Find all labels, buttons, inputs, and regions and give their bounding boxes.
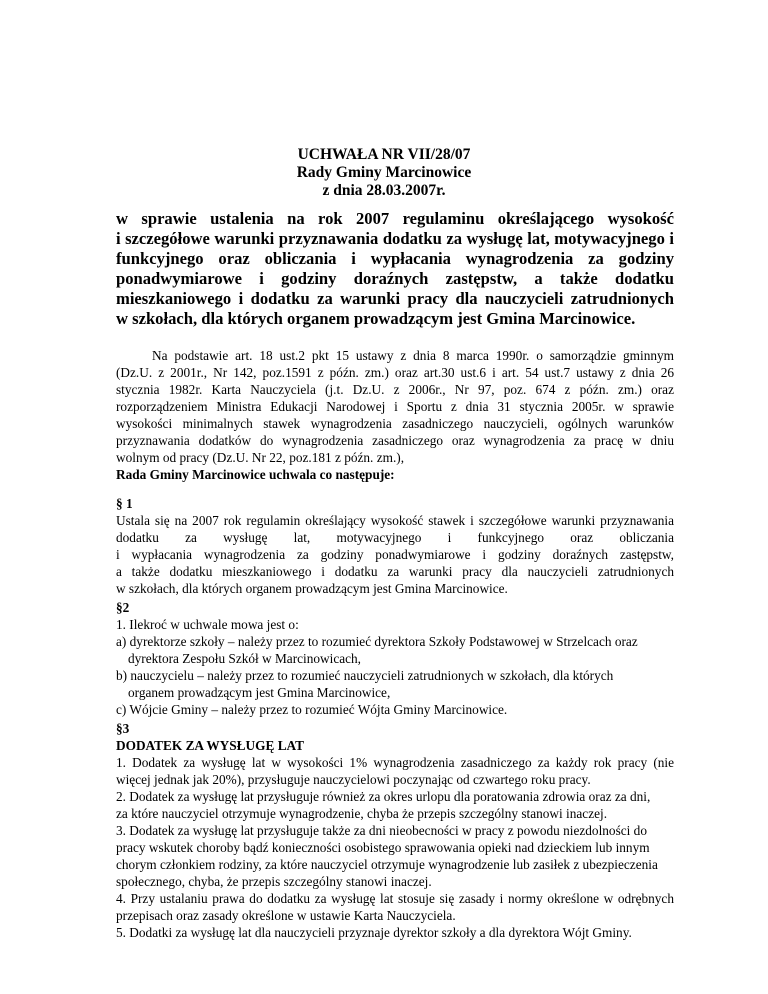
- section-line: b) nauczycielu – należy przez to rozumieć nauczycieli zatrudnionych w szkołach, dla których: [116, 668, 614, 683]
- section-line: 3. Dodatek za wysługę lat przysługuje także za dni nieobecności w pracy z powodu niezdolności do: [116, 823, 647, 838]
- preamble: [116, 347, 674, 483]
- subject-line: i szczegółowe warunki przyznawania dodatku za wysługę lat, motywacyjnego i: [116, 229, 674, 248]
- section-line: 2. Dodatek za wysługę lat przysługuje również za okres urlopu dla poratowania zdrowia oraz za dni,: [116, 789, 651, 804]
- section-mark: §2: [116, 600, 130, 615]
- subject-line: funkcyjnego oraz obliczania i wypłacania wynagrodzenia za godziny: [116, 249, 674, 268]
- section-line: organem prowadzącym jest Gmina Marcinowice,: [128, 685, 391, 700]
- section-1: [116, 495, 674, 597]
- section-line: w szkołach, dla których organem prowadzącym jest Gmina Marcinowice.: [116, 581, 508, 596]
- council-resolves: Rada Gminy Marcinowice uchwala co następuje:: [116, 467, 395, 482]
- section-line: a) dyrektorze szkoły – należy przez to rozumieć dyrektora Szkoły Podstawowej w Strzelcach oraz: [116, 634, 638, 649]
- council-name: Rady Gminy Marcinowice: [296, 164, 472, 181]
- section-line: dyrektora Zespołu Szkół w Marcinowicach,: [128, 651, 361, 666]
- subject-line: w sprawie ustalenia na rok 2007 regulaminu określającego wysokość: [116, 209, 674, 228]
- resolution-number: UCHWAŁA NR VII/28/07: [297, 146, 471, 163]
- section-title: DODATEK ZA WYSŁUGĘ LAT: [116, 738, 305, 753]
- subject-line: ponadwymiarowe i godziny doraźnych zastępstw, a także dodatku: [116, 269, 674, 288]
- section-mark: § 1: [116, 496, 133, 511]
- section-line: i wypłacania wynagrodzenia za godziny ponadwymiarowe i godziny doraźnych zastępstw,: [116, 547, 674, 562]
- section-line: c) Wójcie Gminy – należy przez to rozumieć Wójta Gminy Marcinowice.: [116, 702, 508, 717]
- section-line: przepisach oraz zasady określone w ustawie Karta Nauczyciela.: [116, 908, 456, 923]
- section-line: 1. Dodatek za wysługę lat w wysokości 1% wynagrodzenia zasadniczego za każdy rok pracy (nie: [116, 755, 674, 770]
- section-line: 5. Dodatki za wysługę lat dla nauczycieli przyznaje dyrektor szkoły a dla dyrektora Wójt Gminy.: [116, 925, 632, 940]
- preamble-line: Na podstawie art. 18 ust.2 pkt 15 ustawy z dnia 8 marca 1990r. o samorządzie gminnym: [152, 348, 674, 363]
- subject-line: w szkołach, dla których organem prowadzącym jest Gmina Marcinowice.: [116, 309, 636, 328]
- preamble-line: wysokości minimalnych stawek wynagrodzenia zasadniczego nauczycieli, ogólnych warunków: [116, 416, 674, 431]
- section-line: za które nauczyciel otrzymuje wynagrodzenie, chyba że przepis szczególny stanowi inaczej.: [116, 806, 608, 821]
- section-line: więcej jednak jak 20%), przysługuje nauczycielowi poczynając od czwartego roku pracy.: [116, 772, 591, 787]
- section-mark: §3: [116, 721, 130, 736]
- section-line: pracy wskutek choroby bądź konieczności osobistego sprawowania opieki nad dzieckiem lub innym: [116, 840, 650, 855]
- section-3: [116, 720, 674, 941]
- preamble-line: (Dz.U. z 2001r., Nr 142, poz.1591 z późn. zm.) oraz art.30 ust.6 i art. 54 ust.7 ustawy z dnia 26: [116, 365, 674, 380]
- resolution-date: z dnia 28.03.2007r.: [322, 182, 446, 199]
- preamble-line: stycznia 1982r. Karta Nauczyciela (j.t. Dz.U. z 2006r., Nr 97, poz. 674 z późn. zm.) oraz: [116, 382, 674, 397]
- preamble-line: wolnym od pracy (Dz.U. Nr 22, poz.181 z późn. zm.),: [116, 450, 405, 465]
- section-line: Ustala się na 2007 rok regulamin określający wysokość stawek i szczegółowe warunki przyznawania: [116, 513, 674, 528]
- section-line: społecznego, chyba, że przepis szczególny stanowi inaczej.: [116, 874, 432, 889]
- preamble-line: rozporządzeniem Ministra Edukacji Narodowej i Sportu z dnia 31 stycznia 2005r. w sprawie: [116, 399, 674, 414]
- section-line: 1. Ilekroć w uchwale mowa jest o:: [116, 617, 299, 632]
- preamble-line: przyznawania dodatków do wynagrodzenia zasadniczego oraz wynagrodzenia za pracę w dniu: [116, 433, 674, 448]
- section-2: [116, 599, 674, 718]
- section-line: chorym członkiem rodziny, za które nauczyciel otrzymuje wynagrodzenie lub zasiłek z ubezpieczenia: [116, 857, 658, 872]
- section-line: 4. Przy ustalaniu prawa do dodatku za wysługę lat stosuje się zasady i normy określone w odrębnych: [116, 891, 674, 906]
- section-line: dodatku za wysługę lat, motywacyjnego i funkcyjnego oraz obliczania: [116, 530, 674, 545]
- subject-line: mieszkaniowego i dodatku za warunki pracy dla nauczycieli zatrudnionych: [116, 289, 674, 308]
- section-line: a także dodatku mieszkaniowego i dodatku za warunki pracy dla nauczycieli zatrudnionych: [116, 564, 674, 579]
- resolution-subject: [116, 209, 674, 329]
